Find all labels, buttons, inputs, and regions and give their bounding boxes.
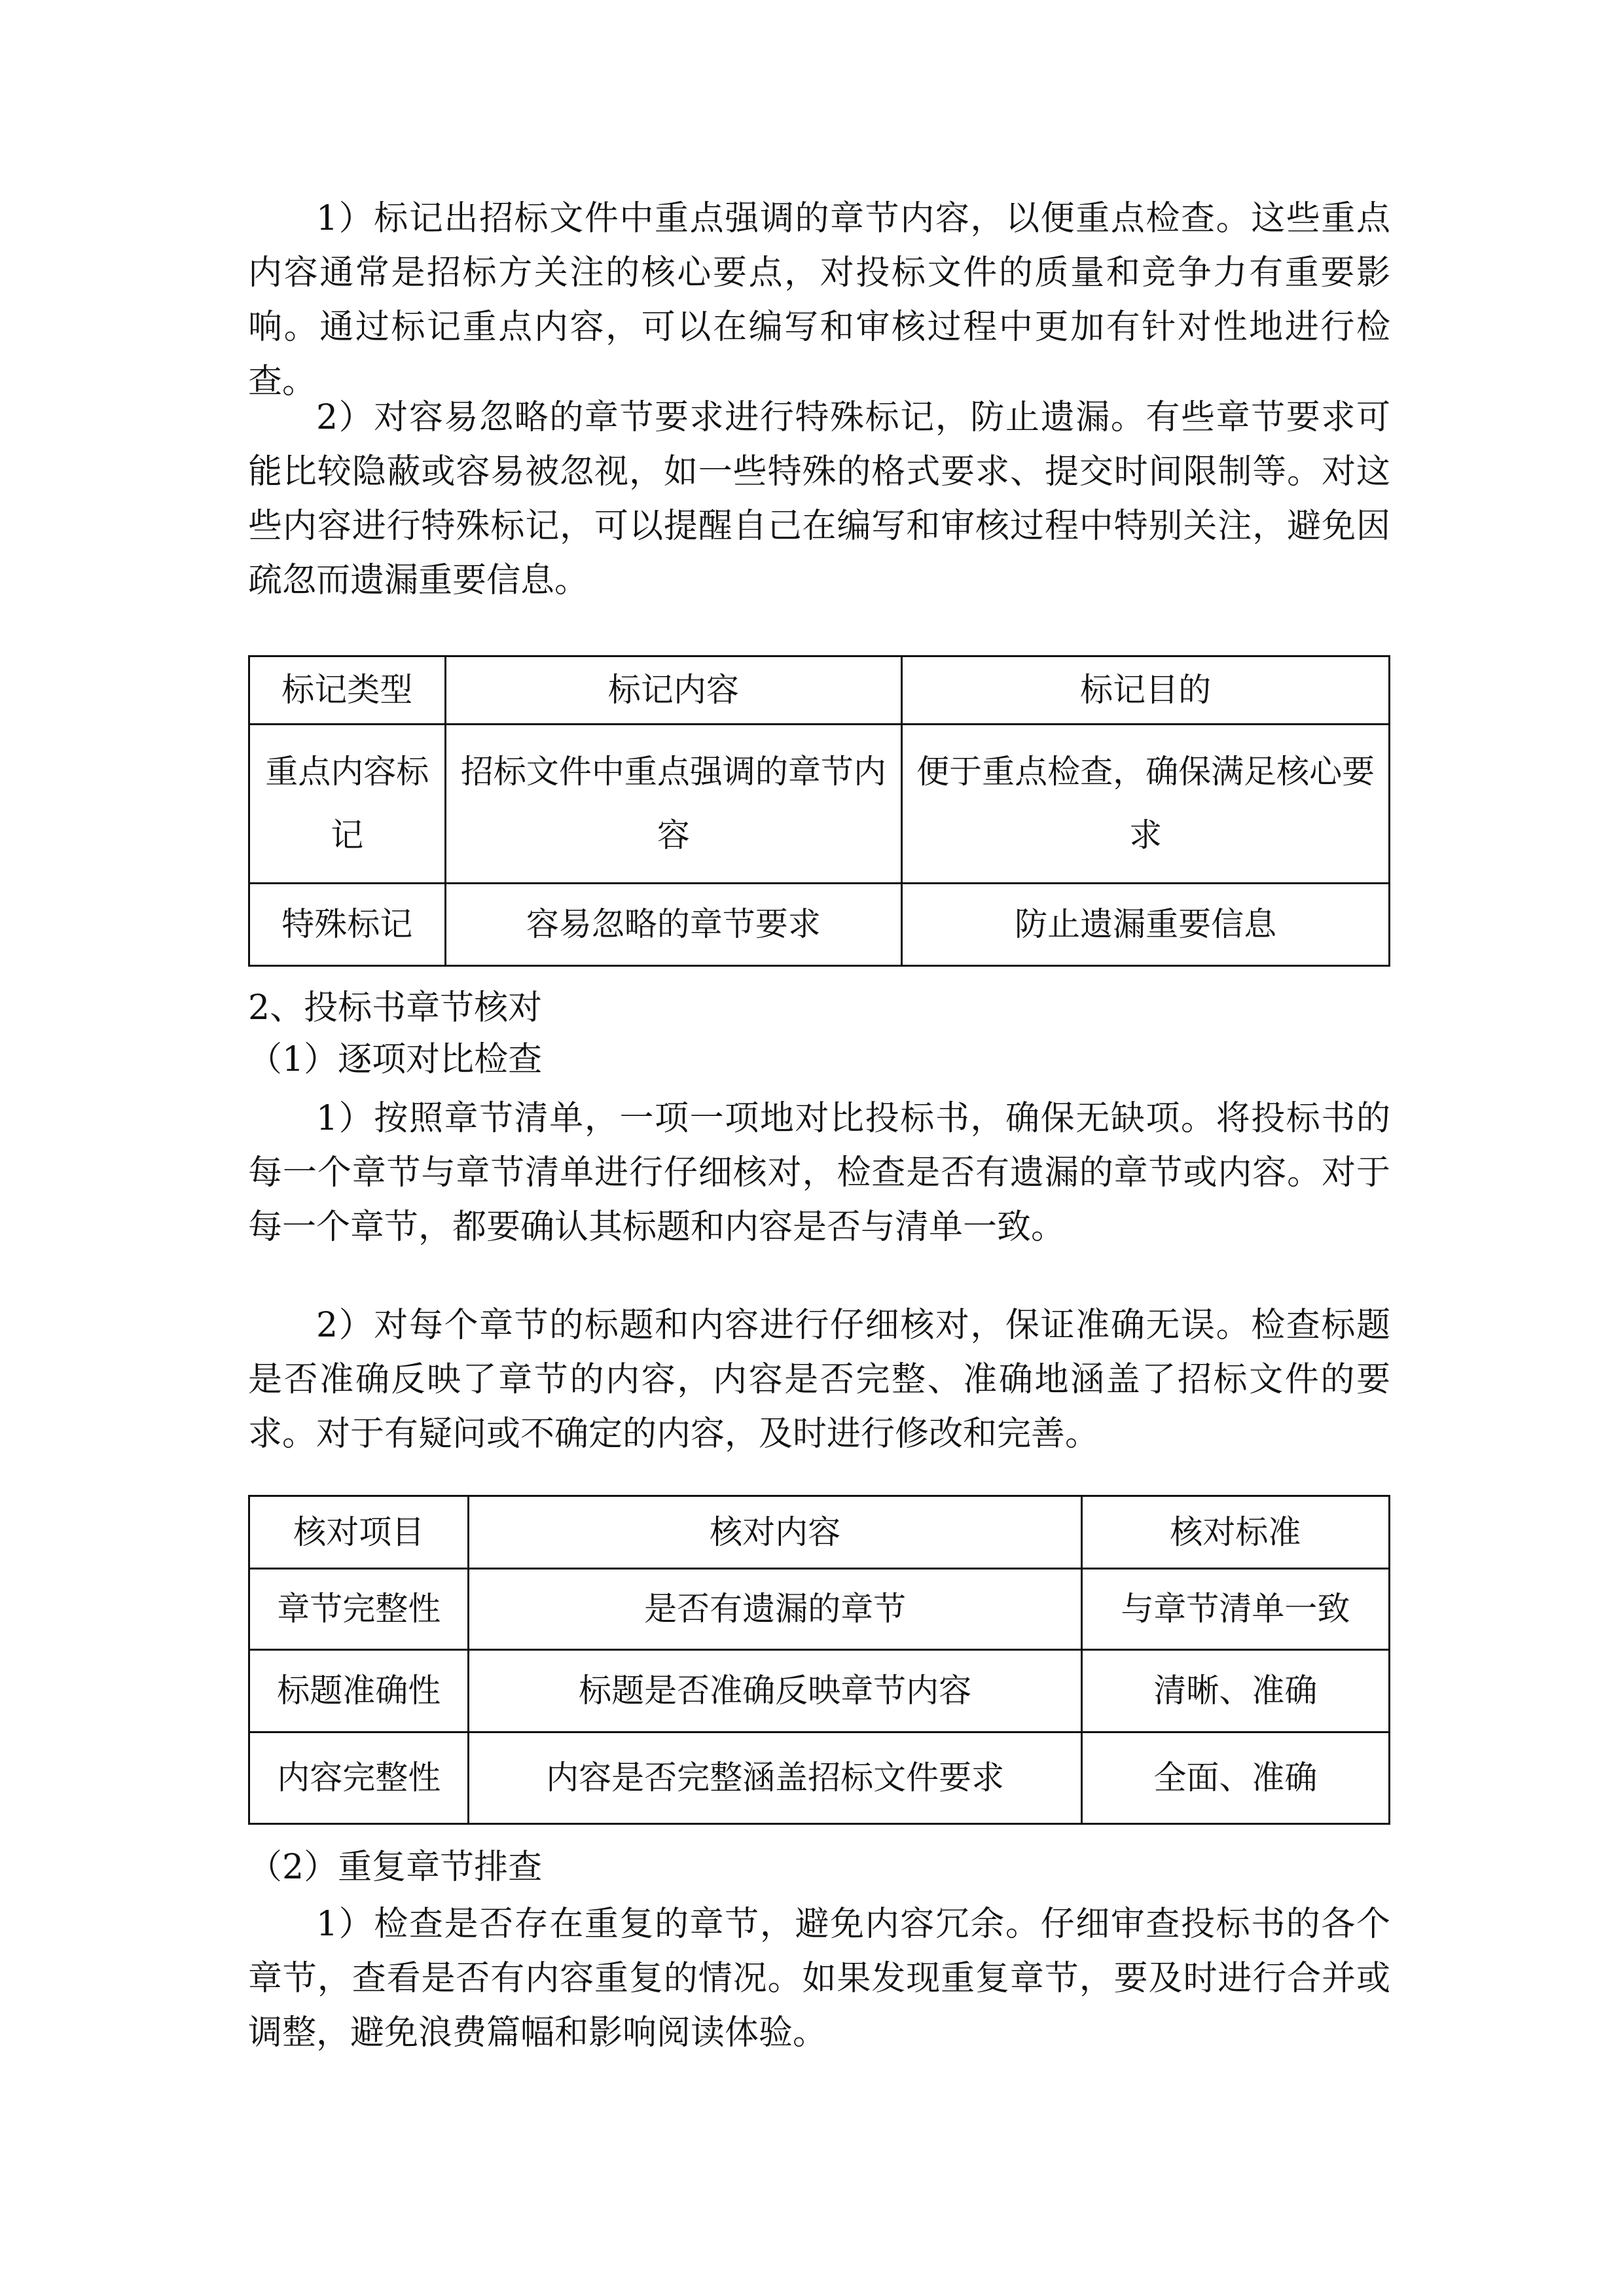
table-header-cell: 标记内容 [445, 656, 902, 725]
table-cell: 标题准确性 [249, 1650, 469, 1732]
table-cell: 内容完整性 [249, 1732, 469, 1824]
table-header-cell: 核对标准 [1081, 1496, 1389, 1569]
table-cell: 容易忽略的章节要求 [445, 884, 902, 966]
paragraph-mark-key-content: 1）标记出招标文件中重点强调的章节内容，以便重点检查。这些重点内容通常是招标方关注的核心要点，对投标文件的质量和竞争力有重要影响。通过标记重点内容，可以在编写和审核过程中更加有针对性地进行检查。 [248, 199, 1390, 401]
paragraph-mark-special: 2）对容易忽略的章节要求进行特殊标记，防止遗漏。有些章节要求可能比较隐蔽或容易被忽视，如一些特殊的格式要求、提交时间限制等。对这些内容进行特殊标记，可以提醒自己在编写和审核过程中特别关注，避免因疏忽而遗漏重要信息。 [248, 398, 1390, 600]
table-cell: 与章节清单一致 [1081, 1569, 1389, 1650]
table-header-cell: 标记目的 [902, 656, 1390, 725]
subsection-heading: （2）重复章节排查 [248, 1848, 543, 1887]
table-cell: 内容是否完整涵盖招标文件要求 [469, 1732, 1081, 1824]
table-header-row [249, 656, 1390, 725]
table-cell: 章节完整性 [249, 1569, 469, 1650]
table-cell: 便于重点检查，确保满足核心要求 [902, 725, 1390, 884]
table-cell: 清晰、准确 [1081, 1650, 1389, 1732]
paragraph-duplicate-check: 1）检查是否存在重复的章节，避免内容冗余。仔细审查投标书的各个章节，查看是否有内容重复的情况。如果发现重复章节，要及时进行合并或调整，避免浪费篇幅和影响阅读体验。 [248, 1905, 1390, 2053]
table-row [249, 1732, 1390, 1824]
check-table [248, 1495, 1390, 1825]
table-cell: 是否有遗漏的章节 [469, 1569, 1081, 1650]
paragraph-item-compare: 1）按照章节清单，一项一项地对比投标书，确保无缺项。将投标书的每一个章节与章节清单进行仔细核对，检查是否有遗漏的章节或内容。对于每一个章节，都要确认其标题和内容是否与清单一致。 [248, 1099, 1390, 1247]
table-row [249, 884, 1390, 966]
section-heading: 2、投标书章节核对 [248, 988, 543, 1028]
table-row [249, 725, 1390, 884]
table-cell: 防止遗漏重要信息 [902, 884, 1390, 966]
table-row [249, 1650, 1390, 1732]
table-header-cell: 核对内容 [469, 1496, 1081, 1569]
paragraph-title-check: 2）对每个章节的标题和内容进行仔细核对，保证准确无误。检查标题是否准确反映了章节的内容，内容是否完整、准确地涵盖了招标文件的要求。对于有疑问或不确定的内容，及时进行修改和完善。 [248, 1306, 1390, 1454]
subsection-heading: （1）逐项对比检查 [248, 1040, 543, 1079]
table-cell: 标题是否准确反映章节内容 [469, 1650, 1081, 1732]
table-header-cell: 核对项目 [249, 1496, 469, 1569]
table-header-row [249, 1496, 1390, 1569]
table-cell: 重点内容标记 [249, 725, 446, 884]
marking-table [248, 655, 1390, 967]
table-cell: 特殊标记 [249, 884, 446, 966]
table-row [249, 1569, 1390, 1650]
table-cell: 全面、准确 [1081, 1732, 1389, 1824]
table-header-cell: 标记类型 [249, 656, 446, 725]
table-cell: 招标文件中重点强调的章节内容 [445, 725, 902, 884]
